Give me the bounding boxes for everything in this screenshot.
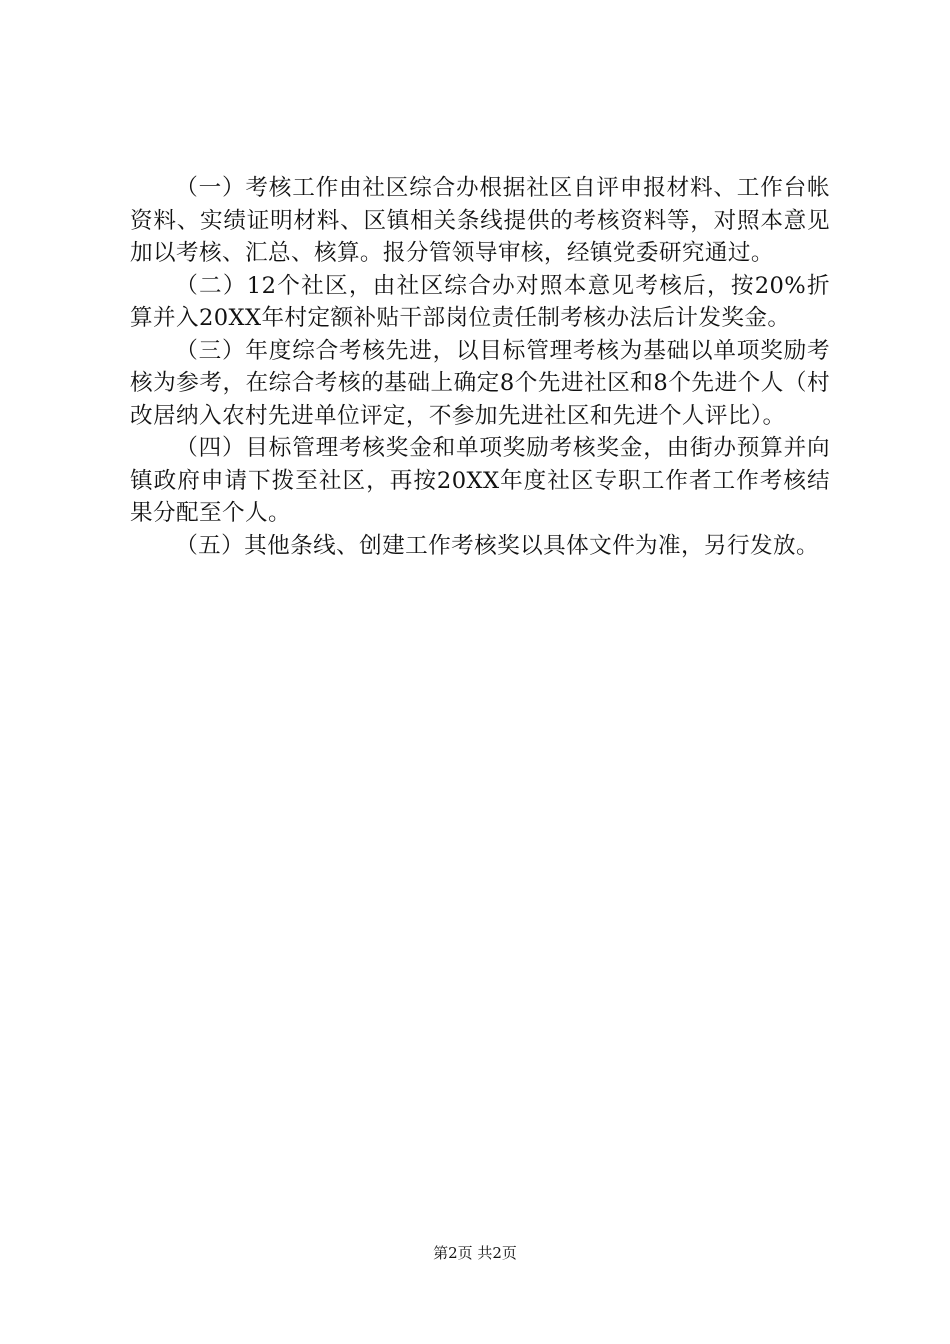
page-footer — [0, 1243, 950, 1263]
document-body — [130, 172, 830, 562]
paragraph-4: （四）目标管理考核奖金和单项奖励考核奖金，由街办预算并向镇政府申请下拨至社区，再按20XX年度社区专职工作者工作考核结果分配至个人。 — [130, 435, 830, 526]
paragraph-1: （一）考核工作由社区综合办根据社区自评申报材料、工作台帐资料、实绩证明材料、区镇相关条线提供的考核资料等，对照本意见加以考核、汇总、核算。报分管领导审核，经镇党委研究通过。 — [130, 175, 830, 266]
paragraph-5: （五）其他条线、创建工作考核奖以具体文件为准，另行发放。 — [175, 532, 820, 559]
paragraph-3: （三）年度综合考核先进，以目标管理考核为基础以单项奖励考核为参考，在综合考核的基础上确定8个先进社区和8个先进个人（村改居纳入农村先进单位评定，不参加先进社区和先进个人评比）。 — [130, 337, 830, 429]
page-number-label: 第2页 共2页 — [433, 1244, 517, 1262]
paragraph-2: （二）12个社区，由社区综合办对照本意见考核后，按20%折算并入20XX年村定额补贴干部岗位责任制考核办法后计发奖金。 — [130, 272, 830, 331]
